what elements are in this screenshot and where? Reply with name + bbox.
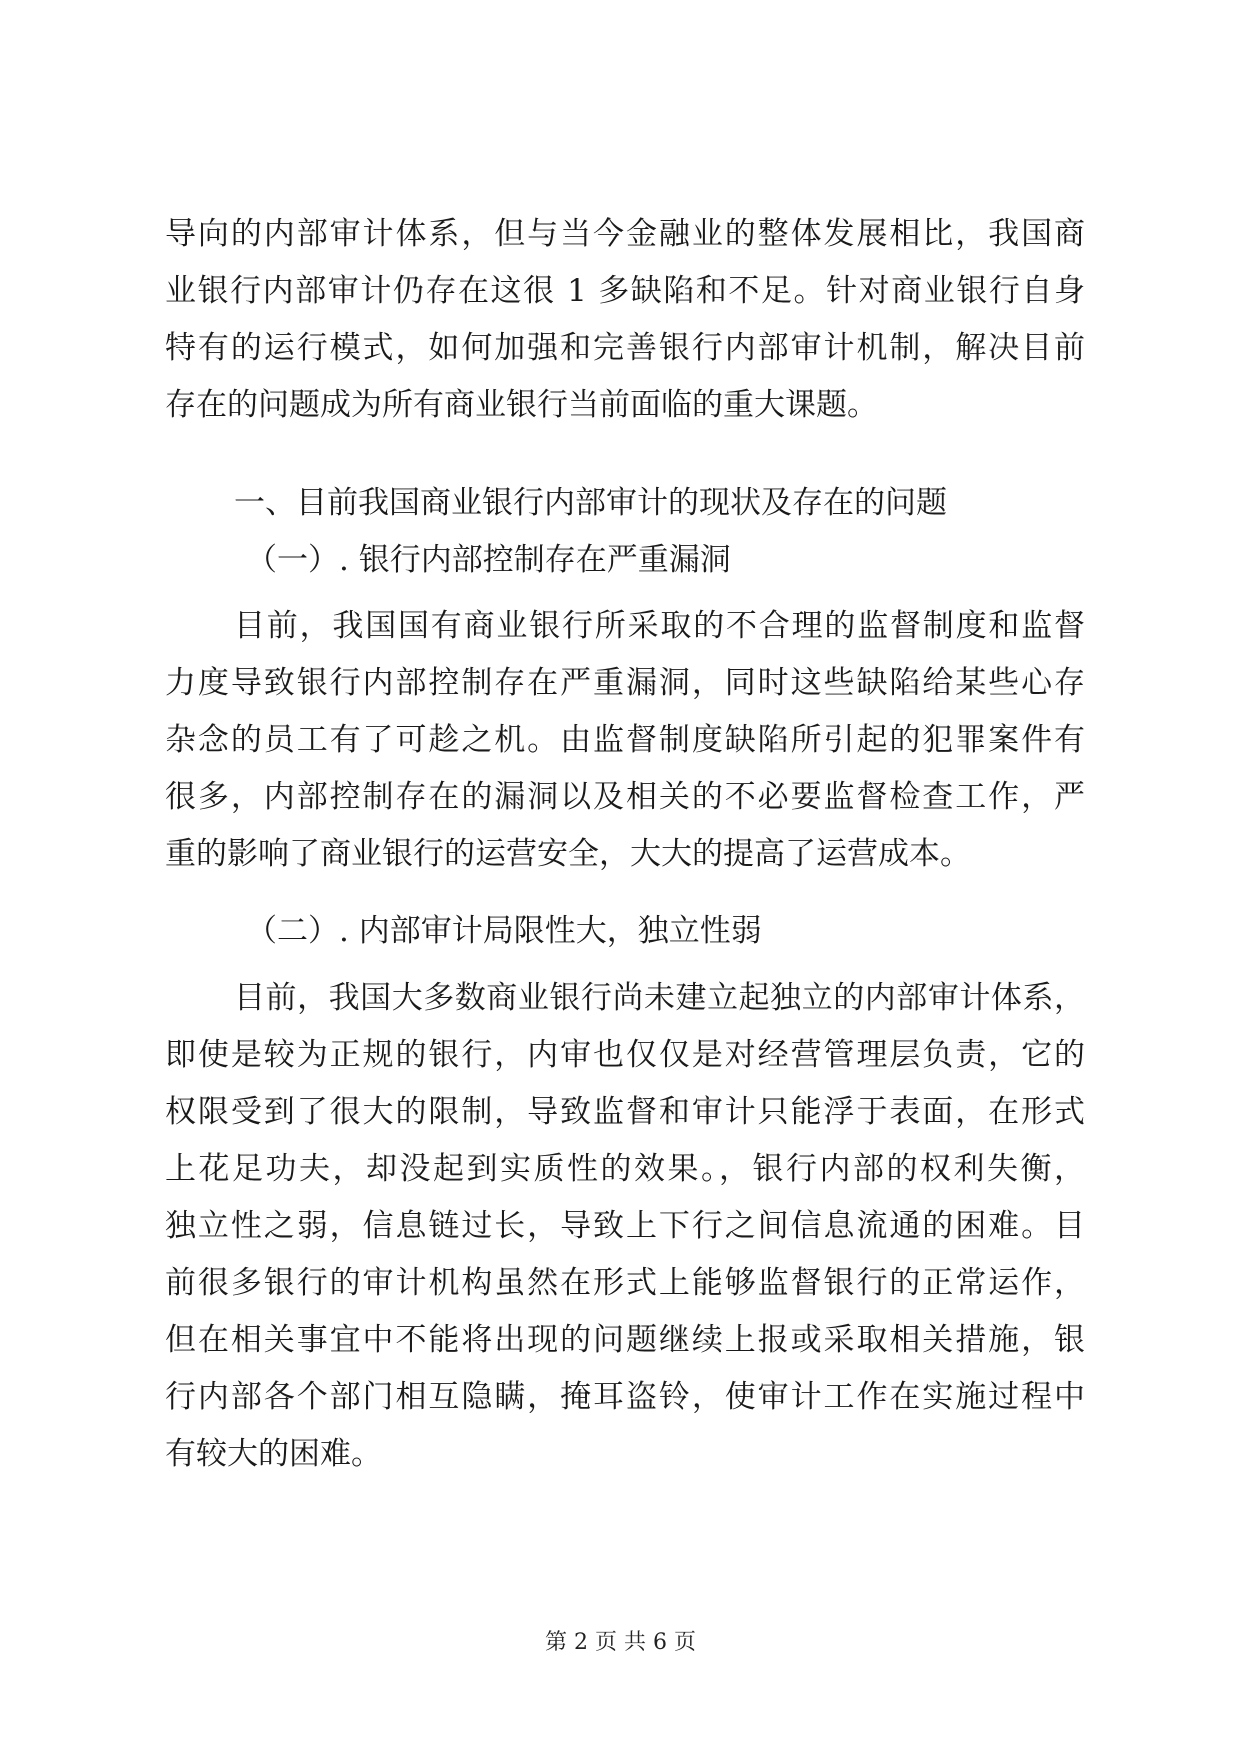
paragraph-line: 权限受到了很大的限制，导致监督和审计只能浮于表面，在形式 [165, 1094, 1085, 1130]
paragraph-line: 独立性之弱，信息链过长，导致上下行之间信息流通的困难。目 [165, 1208, 1085, 1244]
paragraph-line: 上花足功夫，却没起到实质性的效果。，银行内部的权利失衡， [165, 1151, 1085, 1187]
paragraph-line: 导向的内部审计体系，但与当今金融业的整体发展相比，我国商 [165, 216, 1085, 252]
paragraph-line: 存在的问题成为所有商业银行当前面临的重大课题。 [165, 387, 878, 423]
paragraph-line: 有较大的困难。 [165, 1436, 382, 1472]
section-heading: 一、目前我国商业银行内部审计的现状及存在的问题 [234, 485, 947, 521]
paragraph-line: 目前，我国国有商业银行所采取的不合理的监督制度和监督 [234, 608, 1085, 644]
subsection-heading: （二）. 内部审计局限性大，独立性弱 [246, 913, 762, 949]
paragraph-line: 业银行内部审计仍存在这很 1 多缺陷和不足。针对商业银行自身 [165, 273, 1085, 309]
paragraph-line: 行内部各个部门相互隐瞒，掩耳盗铃，使审计工作在实施过程中 [165, 1379, 1085, 1415]
paragraph-line: 即使是较为正规的银行，内审也仅仅是对经营管理层负责，它的 [165, 1037, 1085, 1073]
paragraph-line: 目前，我国大多数商业银行尚未建立起独立的内部审计体系， [234, 980, 1085, 1016]
page-footer: 第 2 页 共 6 页 [545, 1630, 696, 1655]
paragraph-line: 很多，内部控制存在的漏洞以及相关的不必要监督检查工作，严 [165, 779, 1085, 815]
paragraph-line: 力度导致银行内部控制存在严重漏洞，同时这些缺陷给某些心存 [165, 665, 1085, 701]
paragraph-line: 特有的运行模式，如何加强和完善银行内部审计机制，解决目前 [165, 330, 1085, 366]
paragraph-line: 但在相关事宜中不能将出现的问题继续上报或采取相关措施，银 [165, 1322, 1085, 1358]
paragraph-line: 前很多银行的审计机构虽然在形式上能够监督银行的正常运作， [165, 1265, 1085, 1301]
paragraph-line: 杂念的员工有了可趁之机。由监督制度缺陷所引起的犯罪案件有 [165, 722, 1085, 758]
subsection-heading: （一）. 银行内部控制存在严重漏洞 [246, 542, 731, 578]
paragraph-line: 重的影响了商业银行的运营安全，大大的提高了运营成本。 [165, 836, 971, 872]
